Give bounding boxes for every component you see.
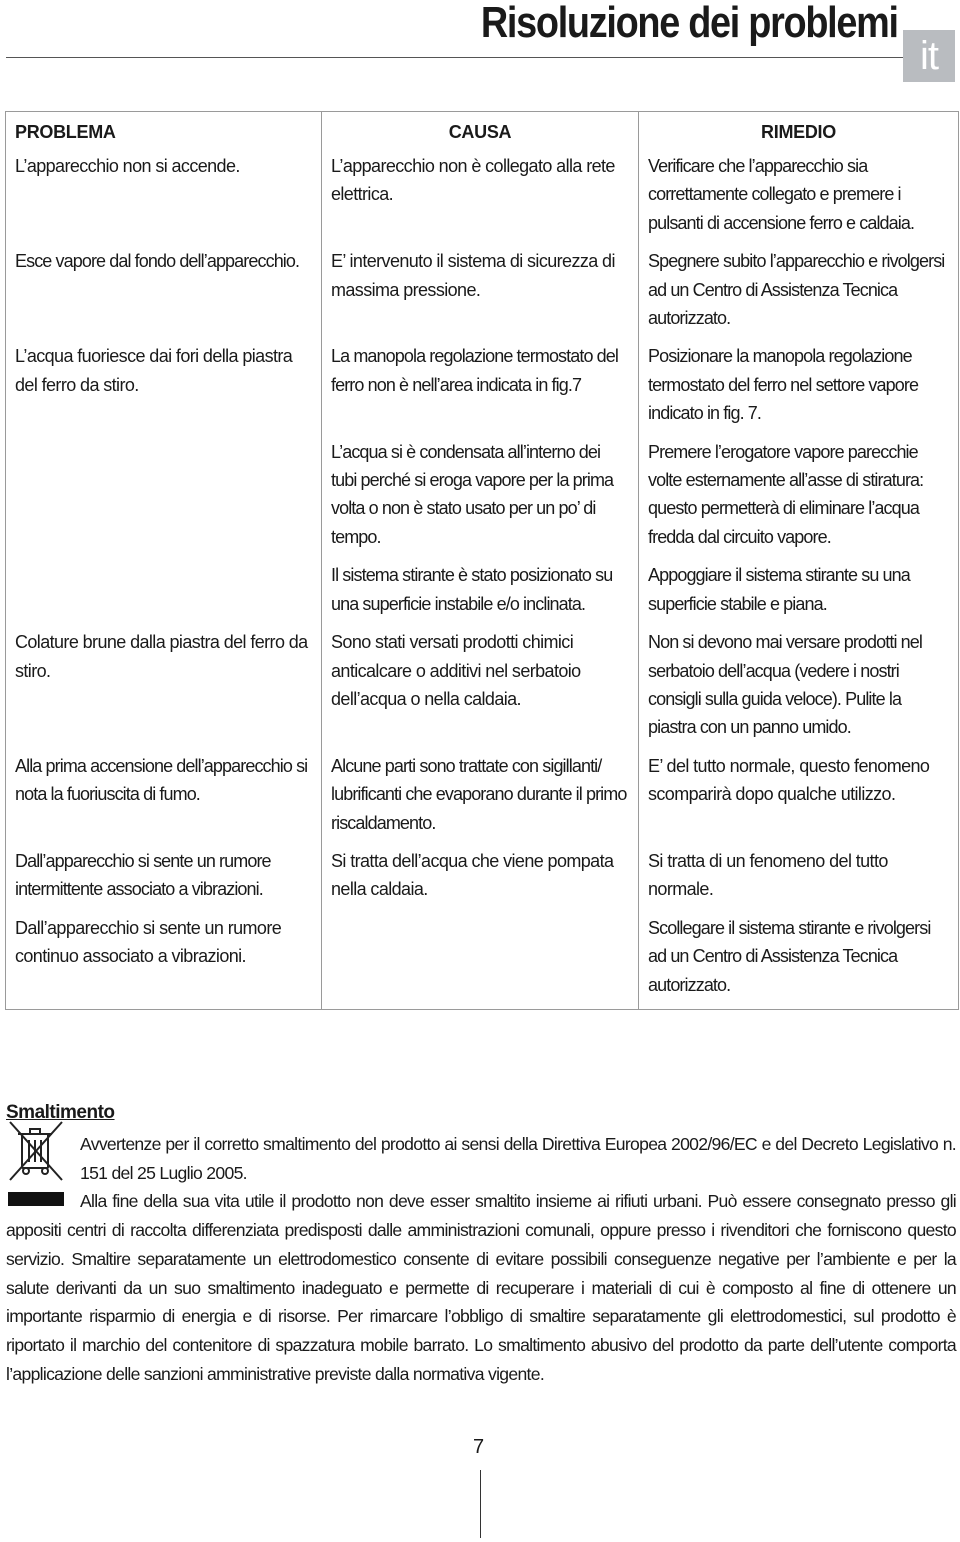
table-header-row bbox=[6, 112, 959, 153]
problem-cell bbox=[6, 752, 322, 847]
cause-cell bbox=[322, 152, 639, 247]
cause-text: Sono stati versati prodotti chimici anticalcare o additivi nel serbatoio dell’acqua o nella caldaia. bbox=[331, 632, 581, 709]
remedy-cell bbox=[639, 247, 959, 342]
language-badge: it bbox=[903, 30, 955, 82]
remedy-text: Premere l’erogatore vapore parecchie volte esternamente all’asse di stiratura: questo permetterà di eliminare l’acqua fredda dal circuito vapore. bbox=[648, 441, 924, 547]
remedy-text: Appoggiare il sistema stirante su una superficie stabile e piana. bbox=[648, 565, 910, 614]
remedy-text: E’ del tutto normale, questo fenomeno scomparirà dopo qualche utilizzo. bbox=[648, 755, 930, 805]
remedy-text: Spegnere subito l’apparecchio e rivolgersi ad un Centro di Assistenza Tecnica autorizzato. bbox=[648, 251, 945, 329]
table-row bbox=[6, 561, 959, 628]
problem-cell bbox=[6, 152, 322, 247]
problem-cell bbox=[6, 438, 322, 562]
header-divider bbox=[6, 57, 952, 58]
cause-text: Alcune parti sono trattate con sigillanti/ lubrificanti che evaporano durante il primo riscaldamento. bbox=[331, 755, 627, 833]
table-row bbox=[6, 342, 959, 437]
remedy-cell bbox=[639, 438, 959, 562]
table-row bbox=[6, 247, 959, 342]
page-number: 7 bbox=[473, 1436, 485, 1458]
column-header-cause: CAUSA bbox=[322, 112, 639, 153]
problem-cell bbox=[6, 847, 322, 914]
problem-text: Dall’apparecchio si sente un rumore intermittente associato a vibrazioni. bbox=[15, 850, 271, 900]
remedy-cell bbox=[639, 342, 959, 437]
cause-cell bbox=[322, 914, 639, 1010]
cause-cell bbox=[322, 247, 639, 342]
problem-text: Esce vapore dal fondo dell’apparecchio. bbox=[15, 251, 300, 272]
column-header-remedy: RIMEDIO bbox=[639, 112, 959, 153]
cause-text: E’ intervenuto il sistema di sicurezza di massima pressione. bbox=[331, 251, 615, 300]
cause-cell bbox=[322, 847, 639, 914]
cause-cell bbox=[322, 752, 639, 847]
cause-text: Si tratta dell’acqua che viene pompata nella caldaia. bbox=[331, 850, 614, 900]
problem-cell bbox=[6, 247, 322, 342]
page-number-rule bbox=[480, 1470, 481, 1538]
problem-cell bbox=[6, 561, 322, 628]
problem-text bbox=[15, 438, 312, 448]
remedy-text: Posizionare la manopola regolazione termostato del ferro nel settore vapore indicato in fig. 7. bbox=[648, 346, 919, 424]
table-row bbox=[6, 914, 959, 1010]
table-row bbox=[6, 438, 959, 562]
troubleshooting-table bbox=[5, 111, 959, 1010]
remedy-text: Verificare che l’apparecchio sia correttamente collegato e premere i pulsanti di accensione ferro e caldaia. bbox=[648, 156, 915, 233]
disposal-paragraph-2: Alla fine della sua vita utile il prodotto non deve esser smaltito insieme ai rifiuti urbani. Può essere consegnato presso gli appositi centri di raccolta differenziata predisposti dalle amministrazioni comunali, oppure presso i rivenditori che forniscono questo servizio. Smaltire separatamente un elettrodomestico consente di evitare possibili conseguenze negative per l’ambiente e per la salute derivanti da un suo smaltimento inadeguato e permette di recuperare i materiali di cui è composto al fine di ottenere un importante risparmio di energia e di risorse. Per rimarcare l’obbligo di smaltire separatamente gli elettrodomestici, sul prodotto è riportato il marchio del contenitore di spazzatura mobile barrato. Lo smaltimento abusivo del prodotto da parte dell’utente comporta l’applicazione delle sanzioni amministrative previste dalla normativa vigente. bbox=[6, 1191, 956, 1384]
problem-text: Colature brune dalla piastra del ferro da stiro. bbox=[15, 632, 308, 681]
remedy-text: Non si devono mai versare prodotti nel serbatoio dell’acqua (vedere i nostri consigli sulla guida veloce). Pulite la piastra con un panno umido. bbox=[648, 632, 922, 738]
table-row bbox=[6, 752, 959, 847]
remedy-cell bbox=[639, 152, 959, 247]
disposal-paragraph-1: Avvertenze per il corretto smaltimento del prodotto ai sensi della Direttiva Europea 2002/96/EC e del Decreto Legislativo n. 151 del 25 Luglio 2005. bbox=[80, 1134, 956, 1183]
cause-cell bbox=[322, 561, 639, 628]
problem-text: L’acqua fuoriesce dai fori della piastra del ferro da stiro. bbox=[15, 346, 293, 395]
cause-text: Il sistema stirante è stato posizionato su una superficie instabile e/o inclinata. bbox=[331, 565, 613, 614]
problem-text: L’apparecchio non si accende. bbox=[15, 156, 240, 176]
problem-text: Alla prima accensione dell’apparecchio si nota la fuoriuscita di fumo. bbox=[15, 755, 308, 805]
remedy-cell bbox=[639, 561, 959, 628]
disposal-text bbox=[6, 1130, 956, 1388]
cause-text: La manopola regolazione termostato del ferro non è nell’area indicata in fig.7 bbox=[331, 346, 619, 395]
cause-cell bbox=[322, 628, 639, 752]
remedy-cell bbox=[639, 628, 959, 752]
table-row bbox=[6, 628, 959, 752]
remedy-text: Si tratta di un fenomeno del tutto normale. bbox=[648, 850, 888, 900]
cause-cell bbox=[322, 438, 639, 562]
problem-text: Dall’apparecchio si sente un rumore continuo associato a vibrazioni. bbox=[15, 917, 282, 967]
table-row bbox=[6, 152, 959, 247]
problem-cell bbox=[6, 342, 322, 437]
cause-text: L’acqua si è condensata all’interno dei tubi perché si eroga vapore per la prima volta o non è stato usato per un po’ di tempo. bbox=[331, 441, 614, 547]
column-header-problem: PROBLEMA bbox=[15, 122, 116, 142]
problem-cell bbox=[6, 914, 322, 1010]
remedy-cell bbox=[639, 914, 959, 1010]
page-title: Risoluzione dei problemi bbox=[481, 0, 898, 47]
cause-cell bbox=[322, 342, 639, 437]
cause-text bbox=[331, 914, 629, 924]
cause-text: L’apparecchio non è collegato alla rete elettrica. bbox=[331, 156, 615, 205]
remedy-text: Scollegare il sistema stirante e rivolgersi ad un Centro di Assistenza Tecnica autorizzato. bbox=[648, 917, 931, 995]
problem-text bbox=[15, 561, 312, 571]
disposal-heading: Smaltimento bbox=[6, 1102, 115, 1123]
table-row bbox=[6, 847, 959, 914]
problem-cell bbox=[6, 628, 322, 752]
remedy-cell bbox=[639, 847, 959, 914]
remedy-cell bbox=[639, 752, 959, 847]
